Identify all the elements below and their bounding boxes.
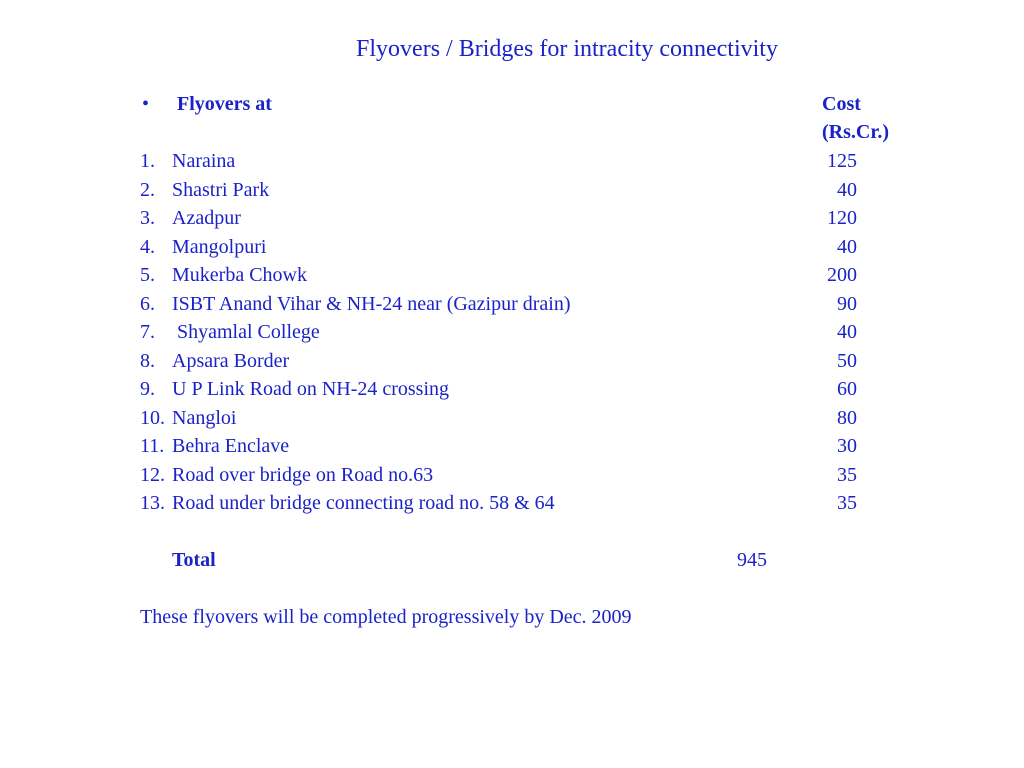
item-number: 9. (140, 378, 155, 400)
item-number: 4. (140, 236, 155, 258)
item-cost: 30 (837, 435, 857, 457)
completion-note: These flyovers will be completed progressively by Dec. 2009 (140, 606, 632, 628)
item-cost: 50 (837, 350, 857, 372)
list-item (0, 290, 1024, 318)
item-cost: 125 (827, 150, 857, 172)
list-item (0, 347, 1024, 375)
list-item (0, 432, 1024, 460)
item-number: 3. (140, 207, 155, 229)
item-cost: 40 (837, 321, 857, 343)
list-item (0, 176, 1024, 204)
item-number: 7. (140, 321, 155, 343)
list-item (0, 489, 1024, 517)
item-name: Road under bridge connecting road no. 58 & 64 (172, 492, 555, 514)
item-number: 13. (140, 492, 165, 514)
item-number: 12. (140, 464, 165, 486)
list-item (0, 375, 1024, 403)
item-number: 10. (140, 407, 165, 429)
item-name: U P Link Road on NH-24 crossing (172, 378, 450, 400)
item-name: Road over bridge on Road no.63 (172, 464, 434, 486)
item-name: Nangloi (172, 407, 237, 429)
list-item (0, 261, 1024, 289)
item-cost: 200 (827, 264, 857, 286)
item-cost: 40 (837, 179, 857, 201)
column-header-flyovers: Flyovers at (177, 93, 272, 115)
table-header-row-2 (0, 118, 1024, 146)
list-item (0, 204, 1024, 232)
item-name: Shastri Park (172, 179, 270, 201)
item-cost: 120 (827, 207, 857, 229)
item-number: 1. (140, 150, 155, 172)
item-name: Apsara Border (172, 350, 290, 372)
item-name: ISBT Anand Vihar & NH-24 near (Gazipur drain) (172, 293, 571, 315)
total-label: Total (172, 549, 216, 571)
item-cost: 60 (837, 378, 857, 400)
completion-note-row (0, 603, 1024, 631)
total-value: 945 (737, 549, 767, 571)
slide-title: Flyovers / Bridges for intracity connectivity (356, 36, 778, 62)
item-name: Shyamlal College (172, 321, 320, 343)
total-row (0, 546, 1024, 574)
item-cost: 35 (837, 464, 857, 486)
list-item (0, 318, 1024, 346)
item-cost: 90 (837, 293, 857, 315)
list-item (0, 461, 1024, 489)
list-item (0, 233, 1024, 261)
item-name: Naraina (172, 150, 236, 172)
bullet-icon: • (142, 93, 150, 115)
item-name: Mukerba Chowk (172, 264, 307, 286)
item-name: Behra Enclave (172, 435, 290, 457)
item-cost: 35 (837, 492, 857, 514)
item-number: 5. (140, 264, 155, 286)
item-cost: 80 (837, 407, 857, 429)
column-header-cost-unit: (Rs.Cr.) (822, 121, 890, 143)
column-header-cost: Cost (822, 93, 861, 115)
item-number: 8. (140, 350, 155, 372)
item-cost: 40 (837, 236, 857, 258)
table-header-row (0, 90, 1024, 118)
item-number: 2. (140, 179, 155, 201)
item-number: 11. (140, 435, 165, 457)
item-name: Mangolpuri (172, 236, 267, 258)
list-item (0, 404, 1024, 432)
item-name: Azadpur (172, 207, 241, 229)
item-number: 6. (140, 293, 155, 315)
list-item (0, 147, 1024, 175)
